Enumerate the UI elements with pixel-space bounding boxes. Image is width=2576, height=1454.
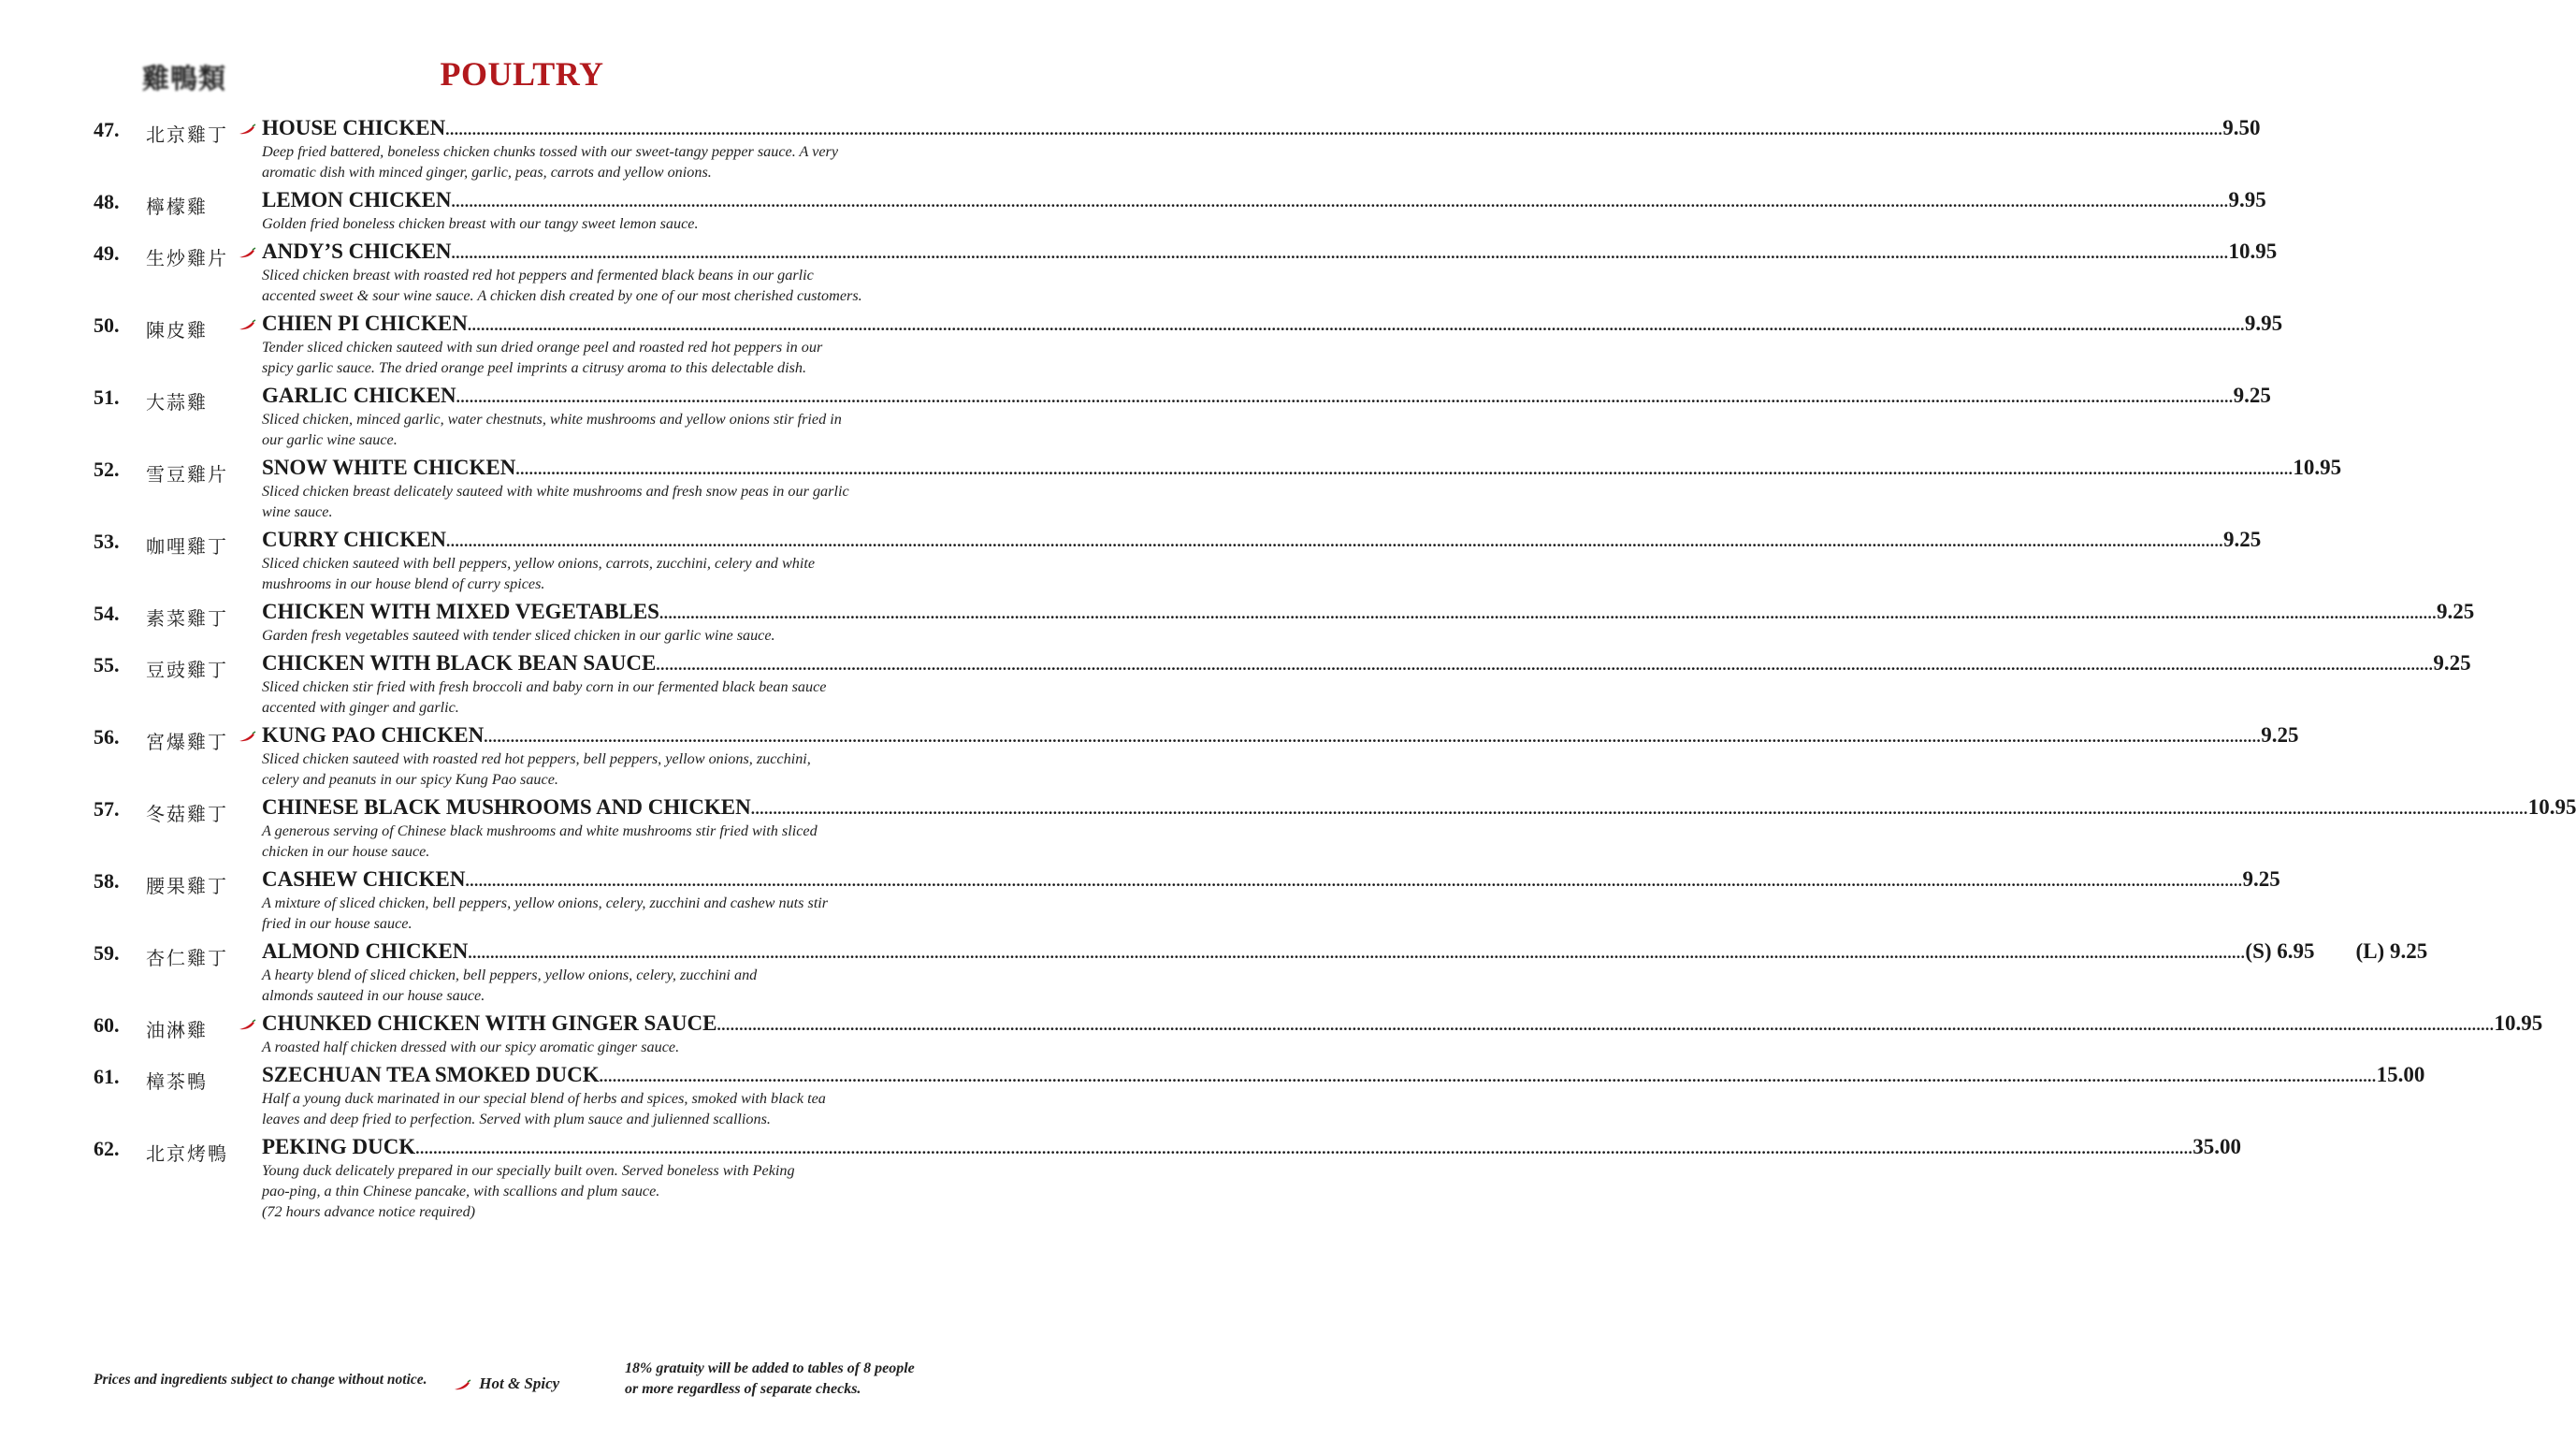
- menu-item-header: [0, 312, 2283, 342]
- item-price: 9.25: [2233, 384, 2271, 407]
- item-chinese-name: 北京雞丁: [146, 125, 228, 146]
- description-line: Young duck delicately prepared in our specially built oven. Served boneless with Peking: [262, 1162, 795, 1179]
- item-name-line: [262, 528, 2262, 552]
- menu-item: [0, 795, 2576, 862]
- menu-item: [0, 1135, 2241, 1222]
- menu-item-header: [0, 600, 2475, 630]
- item-chinese-name: 大蒜雞: [146, 393, 208, 414]
- gratuity-line-2: or more regardless of separate checks.: [625, 1381, 861, 1397]
- menu-item-header: [0, 528, 2262, 558]
- item-name: SNOW WHITE CHICKEN: [262, 456, 516, 479]
- menu-item: [0, 528, 2262, 594]
- dot-leader: ................................................................................................................................................................................................................................................................................................................................................................................................................: [515, 460, 2294, 478]
- description-line: leaves and deep fried to perfection. Served with plum sauce and julienned scallions.: [262, 1111, 771, 1127]
- chili-pepper-icon: [239, 248, 256, 258]
- item-description: [262, 749, 917, 790]
- item-name: GARLIC CHICKEN: [262, 384, 456, 407]
- item-price: 10.95: [2494, 1011, 2543, 1035]
- menu-item: [0, 600, 2475, 646]
- item-price: 10.95: [2293, 456, 2342, 479]
- chili-pepper-icon: [239, 320, 256, 330]
- item-chinese-name: 油淋雞: [146, 1021, 208, 1041]
- description-line: Sliced chicken sauteed with roasted red hot peppers, bell peppers, yellow onions, zucchini,: [262, 750, 811, 767]
- item-description: [262, 481, 917, 522]
- item-price: 15.00: [2376, 1063, 2425, 1086]
- menu-item-header: [0, 651, 2471, 681]
- item-name-line: [262, 1063, 2425, 1087]
- menu-item-header: [0, 116, 2261, 146]
- item-name: CASHEW CHICKEN: [262, 867, 466, 891]
- item-name: PEKING DUCK: [262, 1135, 416, 1158]
- item-description: [262, 1160, 917, 1222]
- item-price: 9.95: [2244, 312, 2283, 335]
- description-line: A hearty blend of sliced chicken, bell peppers, yellow onions, celery, zucchini and: [262, 967, 758, 983]
- description-line: Deep fried battered, boneless chicken chunks tossed with our sweet-tangy pepper sauce. A very: [262, 143, 839, 160]
- item-name: KUNG PAO CHICKEN: [262, 723, 485, 747]
- item-description: [262, 676, 917, 718]
- item-price-large: (L) 9.25: [2355, 939, 2428, 963]
- description-line: mushrooms in our house blend of curry spices.: [262, 575, 545, 592]
- dot-leader: ................................................................................................................................................................................................................................................................................................................................................................................................................: [658, 604, 2437, 622]
- item-price: 9.25: [2433, 651, 2471, 675]
- item-name-line: [262, 1135, 2241, 1159]
- dot-leader: ................................................................................................................................................................................................................................................................................................................................................................................................................: [599, 1068, 2377, 1085]
- item-price: 9.25: [2436, 600, 2475, 623]
- description-line: chicken in our house sauce.: [262, 843, 430, 860]
- spicy-legend: [454, 1374, 559, 1393]
- description-line: Sliced chicken breast with roasted red hot peppers and fermented black beans in our garlic: [262, 267, 814, 284]
- item-price: 9.95: [2228, 188, 2266, 211]
- price-disclaimer: Prices and ingredients subject to change without notice.: [94, 1372, 427, 1388]
- item-description: [262, 337, 917, 378]
- item-number: 48.: [94, 190, 120, 213]
- item-description: [262, 409, 917, 450]
- item-description: [262, 1037, 917, 1057]
- menu-item: [0, 116, 2261, 182]
- description-line: accented sweet & sour wine sauce. A chicken dish created by one of our most cherished customers.: [262, 287, 862, 304]
- dot-leader: ................................................................................................................................................................................................................................................................................................................................................................................................................: [467, 316, 2245, 334]
- menu-item-header: [0, 723, 2299, 753]
- menu-item-header: [0, 1011, 2543, 1041]
- item-number: 59.: [94, 941, 120, 965]
- item-number: 60.: [94, 1013, 120, 1037]
- item-chinese-name: 腰果雞丁: [146, 877, 228, 897]
- item-chinese-name: 豆豉雞丁: [146, 661, 228, 681]
- description-line: A roasted half chicken dressed with our spicy aromatic ginger sauce.: [262, 1039, 680, 1055]
- chili-pepper-icon: [239, 124, 256, 135]
- item-description: [262, 141, 917, 182]
- description-line: Sliced chicken sauteed with bell peppers, yellow onions, carrots, zucchini, celery and white: [262, 555, 816, 572]
- item-number: 58.: [94, 869, 120, 893]
- item-price: 9.25: [2261, 723, 2299, 747]
- item-chinese-name: 生炒雞片: [146, 249, 228, 269]
- item-number: 55.: [94, 653, 120, 676]
- menu-item: [0, 867, 2280, 934]
- item-name: CHINESE BLACK MUSHROOMS AND CHICKEN: [262, 795, 751, 819]
- description-line: Sliced chicken, minced garlic, water chestnuts, white mushrooms and yellow onions stir fried in: [262, 411, 842, 428]
- item-name-line: [262, 240, 2278, 264]
- item-name-line: [262, 939, 2428, 964]
- item-price: 10.95: [2228, 240, 2278, 263]
- description-line: our garlic wine sauce.: [262, 431, 398, 448]
- item-number: 49.: [94, 241, 120, 265]
- dot-leader: ................................................................................................................................................................................................................................................................................................................................................................................................................: [456, 388, 2234, 406]
- description-line: wine sauce.: [262, 503, 333, 520]
- item-description: [262, 893, 917, 934]
- item-chinese-name: 樟茶鴨: [146, 1072, 208, 1093]
- description-line: pao-ping, a thin Chinese pancake, with scallions and plum sauce.: [262, 1183, 660, 1200]
- description-line: Sliced chicken breast delicately sauteed with white mushrooms and fresh snow peas in our garlic: [262, 483, 849, 500]
- spicy-legend-label: Hot & Spicy: [479, 1374, 560, 1392]
- item-description: [262, 553, 917, 594]
- menu-item-header: [0, 1135, 2241, 1165]
- description-line: Half a young duck marinated in our special blend of herbs and spices, smoked with black tea: [262, 1090, 826, 1107]
- item-name-line: [262, 188, 2266, 212]
- item-description: [262, 265, 917, 306]
- menu-item: [0, 1011, 2543, 1057]
- item-price: 9.25: [2223, 528, 2262, 551]
- description-line: fried in our house sauce.: [262, 915, 412, 932]
- menu-item-header: [0, 1063, 2425, 1093]
- item-name: SZECHUAN TEA SMOKED DUCK: [262, 1063, 600, 1086]
- item-name: LEMON CHICKEN: [262, 188, 452, 211]
- item-name: CHIEN PI CHICKEN: [262, 312, 468, 335]
- menu-item: [0, 723, 2299, 790]
- gratuity-line-1: 18% gratuity will be added to tables of 8 people: [625, 1360, 915, 1376]
- item-number: 54.: [94, 602, 120, 625]
- description-line: A generous serving of Chinese black mushrooms and white mushrooms stir fried with sliced: [262, 822, 818, 839]
- description-line: spicy garlic sauce. The dried orange peel imprints a citrusy aroma to this delectable dish.: [262, 359, 807, 376]
- item-chinese-name: 陳皮雞: [146, 321, 208, 342]
- chili-pepper-icon: [239, 732, 256, 742]
- item-description: [262, 821, 917, 862]
- dot-leader: ................................................................................................................................................................................................................................................................................................................................................................................................................: [415, 1140, 2193, 1157]
- category-chinese-title: 雞鴨類: [142, 65, 227, 95]
- menu-list: [0, 116, 2576, 1228]
- menu-item: [0, 651, 2471, 718]
- page-title: POULTRY: [440, 55, 604, 93]
- description-line: Garden fresh vegetables sauteed with tender sliced chicken in our garlic wine sauce.: [262, 627, 775, 644]
- menu-item: [0, 384, 2271, 450]
- item-name: ANDY’S CHICKEN: [262, 240, 452, 263]
- item-description: [262, 1088, 917, 1129]
- dot-leader: ................................................................................................................................................................................................................................................................................................................................................................................................................: [451, 244, 2229, 262]
- item-chinese-name: 宮爆雞丁: [146, 733, 228, 753]
- dot-leader: ................................................................................................................................................................................................................................................................................................................................................................................................................: [465, 872, 2243, 890]
- dot-leader: ................................................................................................................................................................................................................................................................................................................................................................................................................: [451, 193, 2229, 211]
- item-description: [262, 625, 917, 646]
- item-name-line: [262, 116, 2261, 140]
- dot-leader: ................................................................................................................................................................................................................................................................................................................................................................................................................: [656, 656, 2434, 674]
- menu-item: [0, 240, 2278, 306]
- item-chinese-name: 北京烤鴨: [146, 1144, 228, 1165]
- dot-leader: ................................................................................................................................................................................................................................................................................................................................................................................................................: [750, 800, 2528, 818]
- chili-pepper-icon: [454, 1380, 471, 1390]
- description-line: almonds sauteed in our house sauce.: [262, 987, 485, 1004]
- menu-item-header: [0, 188, 2266, 218]
- item-description: [262, 965, 917, 1006]
- item-name-line: [262, 651, 2471, 676]
- menu-item-header: [0, 867, 2280, 897]
- description-line: aromatic dish with minced ginger, garlic, peas, carrots and yellow onions.: [262, 164, 712, 181]
- item-name-line: [262, 600, 2475, 624]
- item-number: 51.: [94, 385, 120, 409]
- item-chinese-name: 杏仁雞丁: [146, 949, 228, 969]
- item-name: CHICKEN WITH BLACK BEAN SAUCE: [262, 651, 657, 675]
- item-name-line: [262, 867, 2280, 892]
- item-price: 10.95: [2527, 795, 2576, 819]
- item-name: CHUNKED CHICKEN WITH GINGER SAUCE: [262, 1011, 717, 1035]
- item-name-line: [262, 795, 2576, 820]
- item-description: [262, 213, 917, 234]
- item-chinese-name: 檸檬雞: [146, 197, 208, 218]
- menu-item: [0, 456, 2342, 522]
- item-name-line: [262, 1011, 2543, 1036]
- item-number: 50.: [94, 313, 120, 337]
- item-name-line: [262, 723, 2299, 748]
- menu-item-header: [0, 939, 2428, 969]
- gratuity-notice: [625, 1359, 915, 1400]
- item-chinese-name: 咖哩雞丁: [146, 537, 228, 558]
- menu-item: [0, 312, 2283, 378]
- chili-pepper-icon: [239, 1020, 256, 1030]
- item-number: 47.: [94, 118, 120, 141]
- menu-item-header: [0, 240, 2278, 269]
- item-number: 62.: [94, 1137, 120, 1160]
- dot-leader: ................................................................................................................................................................................................................................................................................................................................................................................................................: [445, 121, 2223, 138]
- item-name-line: [262, 384, 2271, 408]
- item-name-line: [262, 456, 2342, 480]
- description-line: Golden fried boneless chicken breast with our tangy sweet lemon sauce.: [262, 215, 699, 232]
- dot-leader: ................................................................................................................................................................................................................................................................................................................................................................................................................: [484, 728, 2262, 746]
- item-price: 35.00: [2192, 1135, 2241, 1158]
- item-name-line: [262, 312, 2283, 336]
- dot-leader: ................................................................................................................................................................................................................................................................................................................................................................................................................: [716, 1016, 2495, 1034]
- menu-item: [0, 188, 2266, 234]
- item-chinese-name: 冬菇雞丁: [146, 805, 228, 825]
- item-number: 52.: [94, 458, 120, 481]
- menu-item: [0, 1063, 2425, 1129]
- item-number: 57.: [94, 797, 120, 821]
- item-name: ALMOND CHICKEN: [262, 939, 469, 963]
- item-price: 9.25: [2242, 867, 2280, 891]
- dot-leader: ................................................................................................................................................................................................................................................................................................................................................................................................................: [468, 944, 2246, 962]
- description-line: accented with ginger and garlic.: [262, 699, 459, 716]
- menu-item: [0, 939, 2428, 1006]
- item-chinese-name: 雪豆雞片: [146, 465, 228, 486]
- description-line: Sliced chicken stir fried with fresh broccoli and baby corn in our fermented black bean sauce: [262, 678, 827, 695]
- menu-item-header: [0, 384, 2271, 414]
- dot-leader: ................................................................................................................................................................................................................................................................................................................................................................................................................: [446, 532, 2224, 550]
- item-name: CHICKEN WITH MIXED VEGETABLES: [262, 600, 659, 623]
- item-number: 61.: [94, 1065, 120, 1088]
- item-name: HOUSE CHICKEN: [262, 116, 446, 139]
- item-number: 53.: [94, 530, 120, 553]
- menu-item-header: [0, 456, 2342, 486]
- item-number: 56.: [94, 725, 120, 749]
- item-chinese-name: 素菜雞丁: [146, 609, 228, 630]
- description-line: Tender sliced chicken sauteed with sun dried orange peel and roasted red hot peppers in our: [262, 339, 823, 356]
- description-line: (72 hours advance notice required): [262, 1203, 476, 1220]
- description-line: A mixture of sliced chicken, bell peppers, yellow onions, celery, zucchini and cashew nuts stir: [262, 894, 829, 911]
- menu-item-header: [0, 795, 2576, 825]
- item-price: 9.50: [2222, 116, 2261, 139]
- item-name: CURRY CHICKEN: [262, 528, 447, 551]
- description-line: celery and peanuts in our spicy Kung Pao sauce.: [262, 771, 558, 788]
- item-price-small: (S) 6.95: [2245, 939, 2315, 963]
